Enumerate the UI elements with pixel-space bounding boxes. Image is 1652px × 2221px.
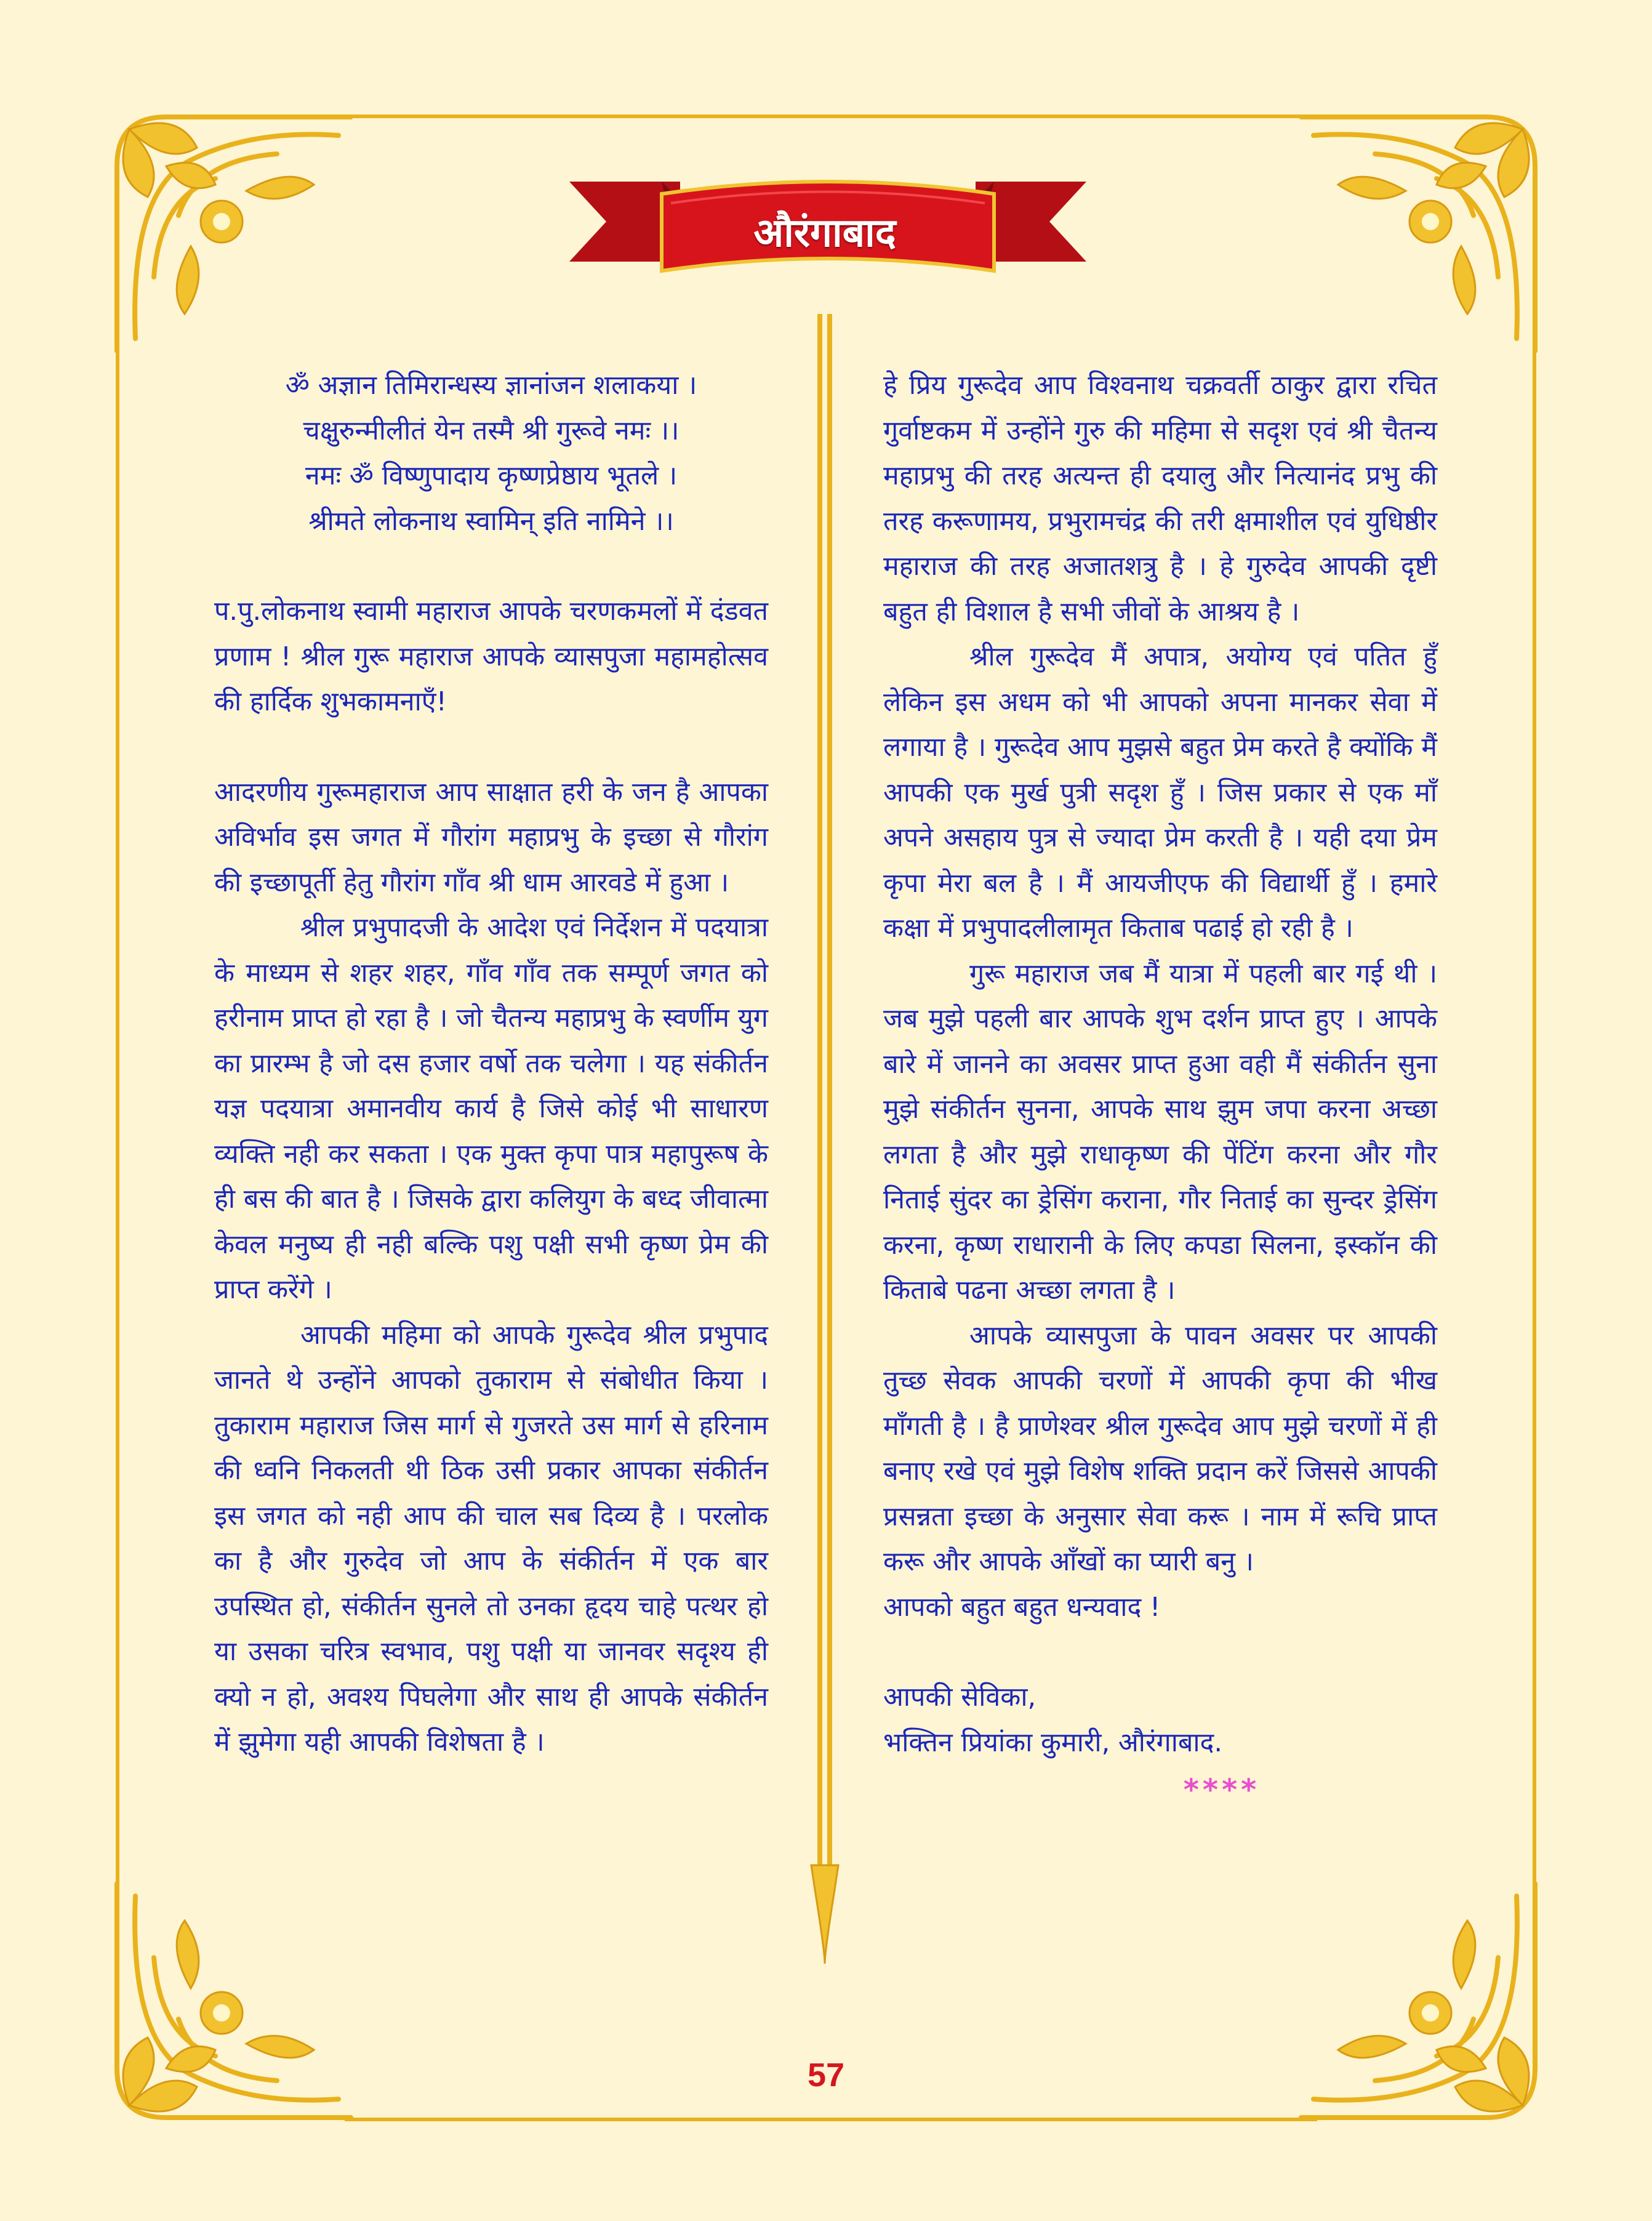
corner-ornament-bottom-left <box>92 1871 363 2142</box>
body-paragraph: आदरणीय गुरूमहाराज आप साक्षात हरी के जन है आपका अविर्भाव इस जगत में गौरांग महाप्रभु के इच्छा से गौरांग की इच्छापूर्ती हेतु गौरांग गाँव श्री धाम आरवडे में हुआ । <box>214 776 768 898</box>
page-title: औरंगाबाद <box>753 209 896 256</box>
frame-left-line <box>116 345 119 1896</box>
corner-ornament-bottom-right <box>1289 1871 1560 2142</box>
shloka-line: नमः ॐ विष्णुपादाय कृष्णप्रेष्ठाय भूतले । <box>305 460 678 491</box>
closing-line: आपकी सेविका, <box>883 1682 1037 1713</box>
corner-ornament-top-left <box>92 92 363 363</box>
left-column <box>214 363 768 1765</box>
body-paragraph: आपकी महिमा को आपके गुरूदेव श्रील प्रभुपाद जानते थे उन्होंने आपको तुकाराम से संबोधीत किया । तुकाराम महाराज जिस मार्ग से गुजरते उस मार्ग से हरिनाम की ध्वनि निकलती थी ठिक उसी प्रकार आपका संकीर्तन इस जगत को नही आप की चाल सब दिव्य है । परलोक का है और गुरुदेव जो आप के संकीर्तन में एक बार उपस्थित हो, संकीर्तन सुनले तो उनका हृदय चाहे पत्थर हो या उसका चरित्र स्वभाव, पशु पक्षी या जानवर सदृश्य ही क्यो न हो, अवश्य पिघलेगा और साथ ही आपके संकीर्तन में झुमेगा यही आपकी विशेषता है । <box>214 1319 768 1757</box>
column-divider <box>806 314 843 1964</box>
right-column <box>883 363 1437 1813</box>
corner-ornament-top-right <box>1289 92 1560 363</box>
shloka-line: ॐ अज्ञान तिमिरान्धस्य ज्ञानांजन शलाकया । <box>285 370 697 401</box>
frame-bottom-line <box>345 2118 1317 2121</box>
shloka-line: चक्षुरुन्मीलीतं येन तस्मै श्री गुरूवे नमः ।। <box>303 415 680 446</box>
shloka-line: श्रीमते लोकनाथ स्वामिन् इति नामिने ।। <box>308 505 674 537</box>
greeting-paragraph: प.पु.लोकनाथ स्वामी महाराज आपके चरणकमलों में दंडवत प्रणाम ! श्रील गुरू महाराज आपके व्यासपुजा महामहोत्सव की हार्दिक शुभकामनाएँ! <box>214 596 768 717</box>
decorative-stars: **** <box>1183 1773 1261 1807</box>
signature-line: भक्तिन प्रियांका कुमारी, औरंगाबाद. <box>883 1727 1223 1758</box>
thanks-line: आपको बहुत बहुत धन्यवाद ! <box>883 1591 1161 1623</box>
body-paragraph: हे प्रिय गुरूदेव आप विश्वनाथ चक्रवर्ती ठाकुर द्वारा रचित गुर्वाष्टकम में उन्होंने गुरु की महिमा से सदृश एवं श्री चैतन्य महाप्रभु की तरह अत्यन्त ही दयालु और नित्यानंद प्रभु की तरह करूणामय, प्रभुरामचंद्र की तरी क्षमाशील एवं युधिष्ठीर महाराज की तरह अजातशत्रु है । हे गुरुदेव आपकी दृष्टी बहुत ही विशाल है सभी जीवों के आश्रय है । <box>883 370 1437 627</box>
body-paragraph: श्रील प्रभुपादजी के आदेश एवं निर्देशन में पदयात्रा के माध्यम से शहर शहर, गाँव गाँव तक सम्पूर्ण जगत को हरीनाम प्राप्त हो रहा है । जो चैतन्य महाप्रभु के स्वर्णीम युग का प्रारम्भ है जो दस हजार वर्षो तक चलेगा । यह संकीर्तन यज्ञ पदयात्रा अमानवीय कार्य है जिसे कोई भी साधारण व्यक्ति नही कर सकता । एक मुक्त कृपा पात्र महापुरूष के ही बस की बात है । जिसके द्वारा कलियुग के बध्द जीवात्मा केवल मनुष्य ही नही बल्कि पशु पक्षी सभी कृष्ण प्रेम की प्राप्त करेंगे । <box>214 912 768 1305</box>
body-paragraph: गुरू महाराज जब मैं यात्रा में पहली बार गई थी । जब मुझे पहली बार आपके शुभ दर्शन प्राप्त हुए । आपके बारे में जानने का अवसर प्राप्त हुआ वही मैं संकीर्तन सुना मुझे संकीर्तन सुनना, आपके साथ झुम जपा करना अच्छा लगता है और मुझे राधाकृष्ण की पेंटिंग करना और गौर निताई सुंदर का ड्रेसिंग कराना, गौर निताई का सुन्दर ड्रेसिंग करना, कृष्ण राधारानी के लिए कपडा सिलना, इस्कॉन की किताबे पढना अच्छा लगता है । <box>883 958 1437 1306</box>
body-paragraph: आपके व्यासपुजा के पावन अवसर पर आपकी तुच्छ सेवक आपकी चरणों में आपकी कृपा की भीख माँगती है । है प्राणेश्वर श्रील गुरूदेव आप मुझे चरणों में ही बनाए रखे एवं मुझे विशेष शक्ति प्रदान करें जिससे आपकी प्रसन्नता इच्छा के अनुसार सेवा करू । नाम में रूचि प्राप्त करू और आपके आँखों का प्यारी बनु । <box>883 1320 1437 1577</box>
frame-top-line <box>345 114 1317 118</box>
page-number: 57 <box>807 2057 845 2094</box>
frame-right-line <box>1533 345 1536 1896</box>
body-paragraph: श्रील गुरूदेव मैं अपात्र, अयोग्य एवं पतित हुँ लेकिन इस अधम को भी आपको अपना मानकर सेवा में लगाया है । गुरूदेव आप मुझसे बहुत प्रेम करते है क्योंकि मैं आपकी एक मुर्ख पुत्री सदृश हुँ । जिस प्रकार से एक माँ अपने असहाय पुत्र से ज्यादा प्रेम करती है । यही दया प्रेम कृपा मेरा बल है । मैं आयजीएफ की विद्यार्थी हुँ । हमारे कक्षा में प्रभुपादलीलामृत किताब पढाई हो रही है । <box>883 641 1437 944</box>
